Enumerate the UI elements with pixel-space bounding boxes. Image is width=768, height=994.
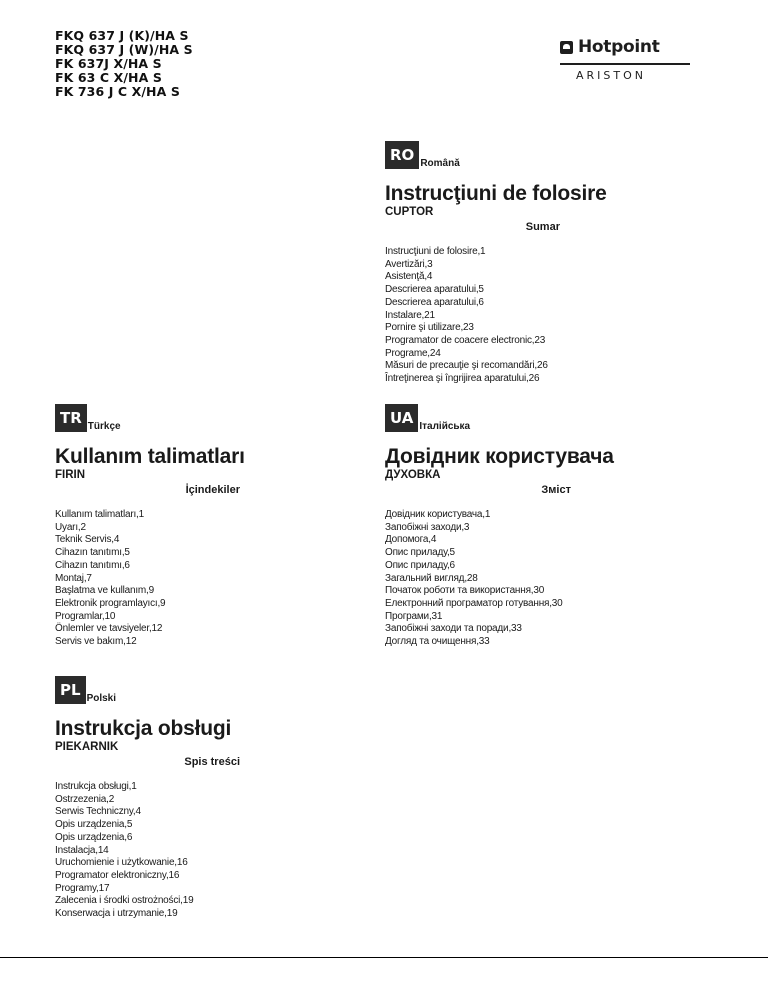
logo-sub-brand: ARISTON [576, 69, 647, 82]
toc-item: Uruchomienie i użytkowanie,16 [55, 857, 188, 869]
toc-item: Початок роботи та використання,30 [385, 585, 545, 597]
toc-item: Опис приладу,5 [385, 547, 455, 559]
toc-item: Kullanım talimatları,1 [55, 509, 144, 520]
toc-list [385, 509, 571, 649]
toc-list [55, 509, 240, 649]
toc-item: Запобіжні заходи та поради,33 [385, 623, 522, 635]
toc-item: Teknik Servis,4 [55, 534, 120, 546]
section-title: Довідник користувача [385, 445, 614, 468]
toc-item: Uyarı,2 [55, 521, 86, 533]
toc-item: Cihazın tanıtımı,6 [55, 559, 130, 571]
toc-item: Programy,17 [55, 882, 110, 894]
logo-brand-name: Hotpoint [578, 37, 660, 57]
language-code-badge: RO [385, 141, 419, 169]
toc-item: Zalecenia i środki ostrożności,19 [55, 895, 194, 907]
toc-item: Pornire şi utilizare,23 [385, 322, 474, 334]
model-number: FKQ 637 J (W)/HA S [55, 42, 193, 57]
language-name: Італiйська [419, 421, 471, 432]
language-name: Română [420, 158, 460, 169]
toc-item: Măsuri de precauţie şi recomandări,26 [385, 360, 548, 372]
model-number: FK 637J X/HA S [55, 56, 162, 71]
toc-list [55, 781, 240, 921]
logo-divider [560, 63, 690, 65]
section-subtitle: FIRIN [55, 469, 86, 481]
toc-item: Довідник користувача,1 [385, 509, 491, 520]
toc-list [385, 246, 560, 386]
toc-item: Întreţinerea şi îngrijirea aparatului,26 [385, 373, 540, 385]
language-code-badge: TR [55, 404, 87, 432]
toc-item: Загальний вигляд,28 [385, 572, 478, 584]
toc-item: Başlatma ve kullanım,9 [55, 585, 154, 597]
toc-item: Serwis Techniczny,4 [55, 806, 141, 818]
toc-item: Опис приладу,6 [385, 559, 455, 571]
toc-item: Programlar,10 [55, 610, 116, 622]
toc-item: Servis ve bakım,12 [55, 636, 137, 648]
toc-item: Instrucţiuni de folosire,1 [385, 246, 486, 257]
toc-item: Konserwacja i utrzymanie,19 [55, 908, 178, 920]
toc-item: Instalare,21 [385, 309, 435, 321]
toc-item: Elektronik programlayıcı,9 [55, 597, 166, 609]
toc-item: Instrukcja obsługi,1 [55, 781, 137, 792]
toc-heading: Spis treści [184, 756, 240, 768]
model-number: FKQ 637 J (K)/HA S [55, 28, 189, 43]
section-title: Instrukcja obsługi [55, 717, 232, 740]
section-subtitle: CUPTOR [385, 206, 434, 218]
footer-divider [0, 957, 768, 958]
toc-item: Opis urządzenia,6 [55, 831, 133, 843]
language-code-badge: PL [55, 676, 86, 704]
section-title: Instrucţiuni de folosire [385, 182, 607, 205]
toc-heading: Sumar [525, 221, 560, 233]
brand-logo [560, 37, 692, 82]
toc-heading: İçindekiler [185, 484, 240, 496]
toc-item: Cihazın tanıtımı,5 [55, 547, 130, 559]
toc-item: Допомога,4 [385, 534, 437, 546]
section-tr [55, 404, 245, 649]
section-subtitle: ДУХОВКА [385, 469, 441, 481]
model-number: FK 736 J C X/HA S [55, 84, 180, 99]
section-title: Kullanım talimatları [55, 445, 245, 468]
language-name: Türkçe [87, 421, 121, 432]
language-name: Polski [86, 693, 117, 704]
toc-item: Asistenţă,4 [385, 271, 433, 283]
toc-item: Програми,31 [385, 610, 443, 622]
toc-item: Programe,24 [385, 347, 441, 359]
toc-heading: Зміст [541, 484, 571, 496]
toc-item: Programator elektroniczny,16 [55, 869, 180, 881]
toc-item: Descrierea aparatului,5 [385, 284, 484, 296]
toc-item: Programator de coacere electronic,23 [385, 334, 546, 346]
toc-item: Електронний програматор готування,30 [385, 597, 563, 609]
section-pl [55, 676, 240, 921]
section-ua [385, 404, 614, 649]
section-ro [385, 141, 607, 386]
hotpoint-logo-icon [560, 41, 573, 54]
toc-item: Запобіжні заходи,3 [385, 521, 470, 533]
section-subtitle: PIEKARNIK [55, 741, 119, 753]
toc-item: Opis urządzenia,5 [55, 819, 133, 831]
toc-item: Догляд та очищення,33 [385, 636, 490, 648]
language-code-badge: UA [385, 404, 418, 432]
model-number: FK 63 C X/HA S [55, 70, 162, 85]
model-list [55, 29, 193, 99]
toc-item: Instalacja,14 [55, 844, 109, 856]
toc-item: Önlemler ve tavsiyeler,12 [55, 623, 163, 635]
toc-item: Avertizări,3 [385, 258, 433, 270]
toc-item: Montaj,7 [55, 572, 92, 584]
toc-item: Ostrzezenia,2 [55, 793, 115, 805]
toc-item: Descrierea aparatului,6 [385, 296, 484, 308]
